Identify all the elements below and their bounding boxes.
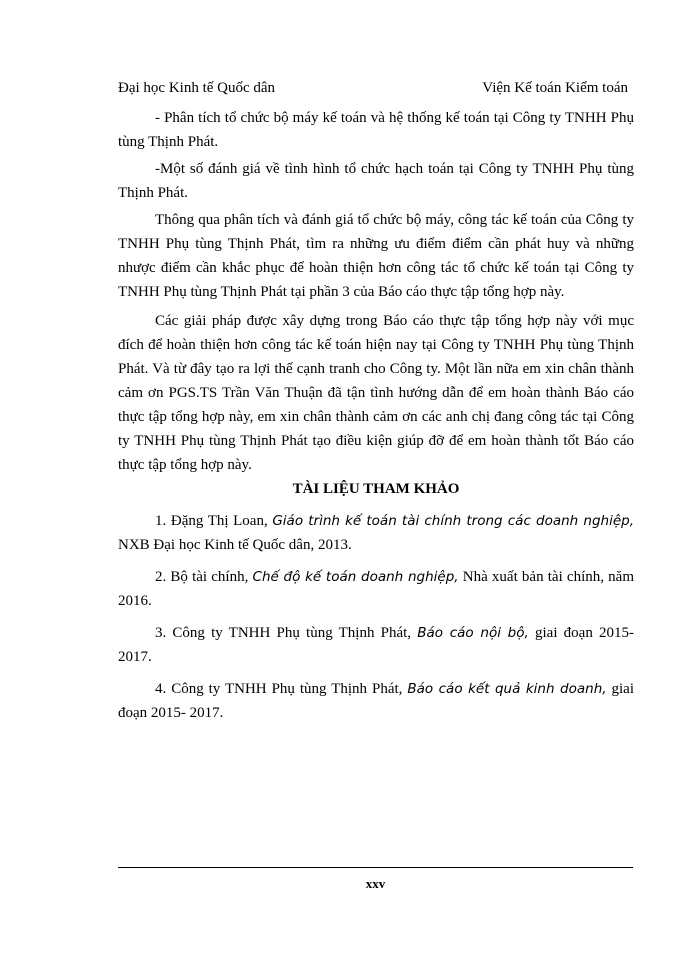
reference-item: 3. Công ty TNHH Phụ tùng Thịnh Phát, Báo cáo nội bộ, giai đoạn 2015- 2017.	[118, 625, 634, 665]
page-number: xxv	[365, 876, 386, 891]
paragraph-summary: Thông qua phân tích và đánh giá tổ chức bộ máy, công tác kế toán của Công ty TNHH Phụ tùng Thịnh Phát, tìm ra những ưu điểm điểm cần phát huy và những nhược điểm cần khắc phục để hoàn thiện hơn công tác tổ chức kế toán tại Công ty TNHH Phụ tùng Thịnh Phát tại phần 3 của Báo cáo thực tập tổng hợp này.	[118, 212, 634, 300]
reference-item: 4. Công ty TNHH Phụ tùng Thịnh Phát, Báo cáo kết quả kinh doanh, giai đoạn 2015- 2017.	[118, 681, 634, 721]
reference-title: Báo cáo nội bộ,	[417, 625, 529, 641]
paragraph-solutions: Các giải pháp được xây dựng trong Báo cáo thực tập tổng hợp này với mục đích để hoàn thiện hơn công tác kế toán hiện nay tại Công ty TNHH Phụ tùng Thịnh Phát. Và từ đây tạo ra lợi thế cạnh tranh cho Công ty. Một lần nữa em xin chân thành cảm ơn PGS.TS Trần Văn Thuận đã tận tình hướng dẫn để em hoàn thành Báo cáo thực tập tổng hợp này, em xin chân thành cảm ơn các anh chị đang công tác tại Công ty TNHH Phụ tùng Thịnh Phát tạo điều kiện giúp đỡ để em hoàn thành tốt Báo cáo thực tập tổng hợp này.	[118, 313, 634, 473]
paragraph-analysis: - Phân tích tổ chức bộ máy kế toán và hệ thống kế toán tại Công ty TNHH Phụ tùng Thịnh Phát.	[118, 110, 634, 150]
paragraph-evaluation: -Một số đánh giá về tình hình tổ chức hạch toán tại Công ty TNHH Phụ tùng Thịnh Phát.	[118, 161, 634, 201]
reference-title: Giáo trình kế toán tài chính trong các doanh nghiệp,	[272, 513, 634, 529]
reference-item: 1. Đặng Thị Loan, Giáo trình kế toán tài chính trong các doanh nghiệp, NXB Đại học Kinh tế Quốc dân, 2013.	[118, 513, 634, 553]
footer-divider	[118, 867, 633, 868]
reference-title: Báo cáo kết quả kinh doanh,	[407, 681, 607, 697]
document-body	[118, 106, 634, 725]
page-header	[118, 76, 628, 100]
references-heading: TÀI LIỆU THAM KHẢO	[292, 481, 460, 497]
header-institute: Viện Kế toán Kiểm toán	[482, 79, 628, 96]
reference-title: Chế độ kế toán doanh nghiệp,	[252, 569, 459, 585]
header-university: Đại học Kinh tế Quốc dân	[118, 79, 276, 96]
reference-item: 2. Bộ tài chính, Chế độ kế toán doanh nghiệp, Nhà xuất bản tài chính, năm 2016.	[118, 569, 634, 609]
